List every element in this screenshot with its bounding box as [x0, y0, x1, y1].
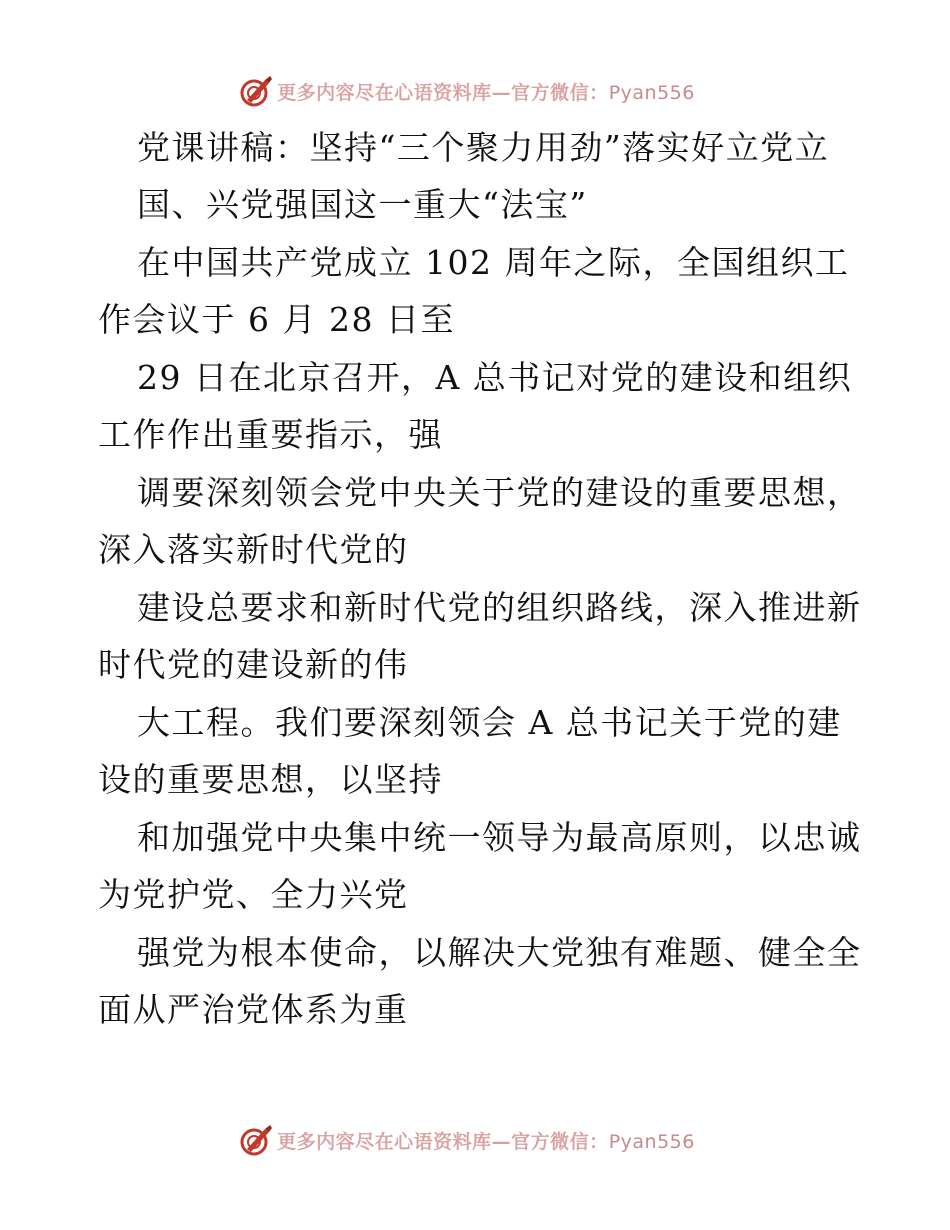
- pen-circle-logo-icon: [239, 74, 273, 108]
- paragraph-line: 面从严治党体系为重: [98, 990, 409, 1029]
- paragraph-line: 在中国共产党成立 102 周年之际，全国组织工: [137, 243, 850, 282]
- paragraph-line: 深入落实新时代党的: [98, 530, 409, 569]
- paragraph-line: 作会议于 6 月 28 日至: [98, 300, 455, 339]
- header-brand-text: 更多内容尽在心语资料库: [277, 81, 492, 104]
- pen-circle-logo-icon: [239, 1123, 273, 1157]
- header-banner-text: [277, 78, 695, 105]
- paragraph-line: 和加强党中央集中统一领导为最高原则，以忠诚: [137, 818, 862, 857]
- footer-brand-text: 更多内容尽在心语资料库: [277, 1130, 492, 1153]
- footer-contact-id: Pyan556: [608, 1130, 695, 1153]
- header-contact-label: 官方微信：: [511, 81, 609, 104]
- document-title-line-1: 党课讲稿：坚持“三个聚力用劲”落实好立党立: [137, 128, 830, 167]
- footer-watermark-banner: [0, 1120, 950, 1160]
- paragraph-line: 强党为根本使命，以解决大党独有难题、健全全: [137, 933, 862, 972]
- paragraph-line: 工作作出重要指示，强: [98, 415, 443, 454]
- document-title-line-2: 国、兴党强国这一重大“法宝”: [137, 185, 588, 224]
- paragraph-line: 设的重要思想，以坚持: [98, 760, 443, 799]
- paragraph-line: 时代党的建设新的伟: [98, 645, 409, 684]
- paragraph-line: 大工程。我们要深刻领会 A 总书记关于党的建: [137, 703, 842, 742]
- paragraph-line: 为党护党、全力兴党: [98, 875, 409, 914]
- paragraph-line: 建设总要求和新时代党的组织路线，深入推进新: [137, 588, 862, 627]
- footer-contact-label: 官方微信：: [511, 1130, 609, 1153]
- header-contact-id: Pyan556: [608, 81, 695, 104]
- header-watermark-banner: [0, 71, 950, 111]
- header-separator: —: [491, 81, 512, 104]
- footer-banner-text: [277, 1127, 695, 1154]
- header-banner-inner: [239, 74, 695, 108]
- paragraph-line: 调要深刻领会党中央关于党的建设的重要思想，: [137, 473, 862, 512]
- footer-separator: —: [491, 1130, 512, 1153]
- footer-banner-inner: [239, 1123, 695, 1157]
- paragraph-line: 29 日在北京召开，A 总书记对党的建设和组织: [137, 358, 853, 397]
